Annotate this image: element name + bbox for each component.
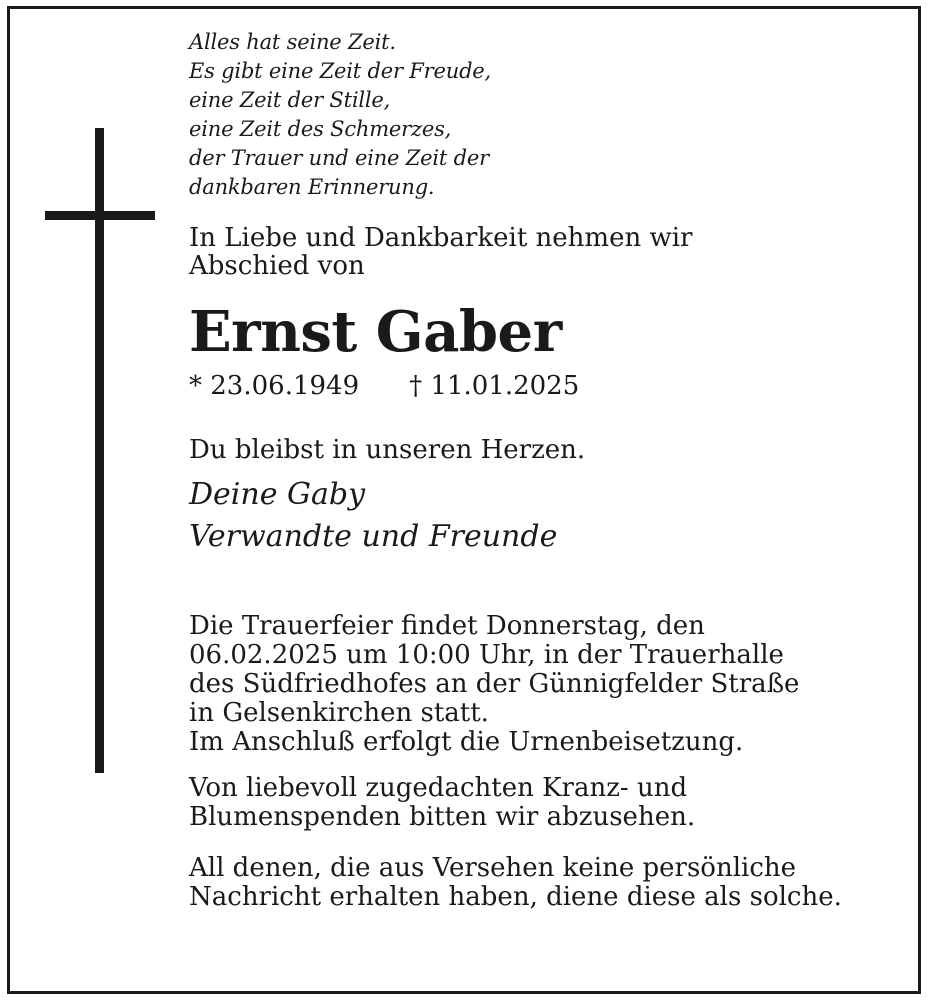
obituary-content [189, 28, 909, 912]
farewell-line: Du bleibst in unseren Herzen. [189, 435, 586, 465]
birth-date: * 23.06.1949 [189, 371, 360, 401]
mourners-signature [189, 474, 909, 558]
life-dates [189, 370, 909, 402]
cross-icon-horizontal-beam [45, 211, 155, 220]
ceremony-details: Die Trauerfeier findet Donnerstag, den 06.02.2025 um 10:00 Uhr, in der Trauerhalle des Südfriedhofes an der Günnigfelder Straße in Gelsenkirchen statt. Im Anschluß erfolgt die Urnenbeisetzung. [189, 611, 800, 757]
flowers-request: Von liebevoll zugedachten Kranz- und Blumenspenden bitten wir abzusehen. [189, 773, 696, 832]
motto-verse: Alles hat seine Zeit. Es gibt eine Zeit der Freude, eine Zeit der Stille, eine Zeit des Schmerzes, der Trauer und eine Zeit der dankbaren Erinnerung. [189, 30, 492, 199]
notice-text: All denen, die aus Versehen keine persönliche Nachricht erhalten haben, diene diese als solche. [189, 853, 842, 912]
death-date: † 11.01.2025 [409, 371, 580, 401]
intro-text: In Liebe und Dankbarkeit nehmen wir Abschied von [189, 223, 693, 281]
deceased-name: Ernst Gaber [189, 299, 562, 365]
mourner-line: Deine Gaby [189, 477, 366, 512]
cross-icon-vertical-beam [95, 128, 104, 773]
mourner-line: Verwandte und Freunde [189, 519, 558, 554]
